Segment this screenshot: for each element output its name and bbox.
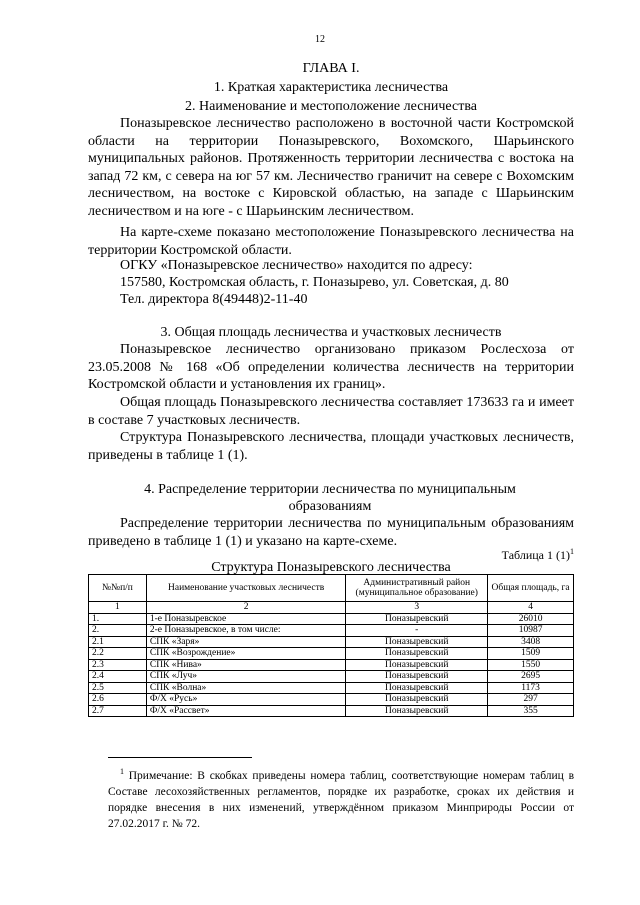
paragraph-text: Общая площадь Поназыревского лесничества составляет 173633 га и имеет в составе 7 участковых лесничеств. [88,395,574,428]
table-header-cell: Административный район (муниципальное образование) [346,575,488,602]
footnote-mark: 1 [120,767,124,776]
structure-table [88,574,574,717]
table-header-row [89,575,574,602]
paragraph-text: Поназыревское лесничество расположено в восточной части Костромской области на территории Поназыревского, Вохомского, Шарьинского муниципальных районов. Протяженность территории лесничества с востока на запад 72 км, с севера на юг 57 км. Лесничество граничит на севере с Вохомским лесничеством, на востоке с Кировской областью, на западе с Шарьинским лесничеством и на юге - с Шарьинским лесничеством. [88,116,574,219]
table-cell: 2.6 [89,694,147,706]
table-cell: Поназыревский [346,705,488,717]
paragraph-map [88,224,574,259]
table-column-numbers-row [89,602,574,614]
table-cell: - [346,625,488,637]
footnote-divider [108,757,252,758]
paragraph-text: Распределение территории лесничества по муниципальным образованиям приведено в таблице 1 (1) и указано на карте-схеме. [88,516,574,549]
table-cell: 3 [346,602,488,614]
table-cell: 3408 [488,636,574,648]
table-cell: Поназыревский [346,613,488,625]
paragraph-address [88,274,574,292]
table-row [89,625,574,637]
table-cell: 2 [146,602,346,614]
table-cell: 2-е Поназыревское, в том числе: [146,625,346,637]
table-cell: 26010 [488,613,574,625]
paragraph-area [88,394,574,429]
table-cell: 1 [89,602,147,614]
table-cell: Поназыревский [346,636,488,648]
footnote [108,764,574,832]
footnote-text: Примечание: В скобках приведены номера таблиц, соответствующие номерам таблиц в Составе лесохозяйственных регламентов, порядке их разработке, сроках их действия и порядке внесения в них изменений, утверждённом приказом Минприроды России от 27.02.2017 г. № 72. [108,769,574,830]
table-title: Структура Поназыревского лесничества [211,560,451,575]
table-cell: 297 [488,694,574,706]
table-cell: 1. [89,613,147,625]
section-heading-2: 2. Наименование и местоположение лесничества [185,99,477,114]
table-cell: Ф/Х «Русь» [146,694,346,706]
table-cell: 10987 [488,625,574,637]
table-row [89,682,574,694]
table-caption-footnote-mark: 1 [570,547,574,556]
paragraph-text: На карте-схеме показано местоположение Поназыревского лесничества на территории Костромской области. [88,225,574,258]
paragraph-distribution [88,515,574,550]
table-cell: Поназыревский [346,682,488,694]
paragraph-structure [88,429,574,464]
paragraph-text: ОГКУ «Поназыревское лесничество» находится по адресу: [120,258,473,273]
table-row [89,659,574,671]
paragraph-text: 157580, Костромская область, г. Поназырево, ул. Советская, д. 80 [120,275,509,290]
table-cell: СПК «Нива» [146,659,346,671]
table-cell: 1509 [488,648,574,660]
table-cell: Поназыревский [346,648,488,660]
table-cell: 2.3 [89,659,147,671]
table-cell: 2695 [488,671,574,683]
table-row [89,648,574,660]
chapter-title: ГЛАВА I. [302,61,360,76]
table-cell: Поназыревский [346,694,488,706]
table-row [89,705,574,717]
table-cell: 1173 [488,682,574,694]
table-cell: 1-е Поназыревское [146,613,346,625]
paragraph-text: Тел. директора 8(49448)2-11-40 [120,292,308,307]
table-row [89,613,574,625]
table-cell: 2.5 [89,682,147,694]
table-cell: 355 [488,705,574,717]
section-heading-4: 4. Распределение территории лесничества по муниципальным образованиям [144,482,516,514]
table-header-cell: Общая площадь, га [488,575,574,602]
table-cell: 2.1 [89,636,147,648]
table-cell: СПК «Волна» [146,682,346,694]
section-heading-3: 3. Общая площадь лесничества и участковых лесничеств [160,325,502,340]
table-cell: СПК «Луч» [146,671,346,683]
paragraph-order [88,341,574,394]
paragraph-location [88,115,574,221]
table-cell: Поназыревский [346,659,488,671]
table-cell: СПК «Возрождение» [146,648,346,660]
paragraph-text: Поназыревское лесничество организовано приказом Рослесхоза от 23.05.2008 № 168 «Об определении количества лесничеств на территории Костромской области и установления их границ». [88,342,574,393]
paragraph-phone [88,291,574,309]
paragraph-text: Структура Поназыревского лесничества, площади участковых лесничеств, приведены в таблице 1 (1). [88,430,574,463]
page-number: 12 [315,34,325,45]
table-row [89,636,574,648]
table-cell: 2.2 [89,648,147,660]
table-cell: 2.4 [89,671,147,683]
table-cell: Ф/Х «Рассвет» [146,705,346,717]
section-heading-1: 1. Краткая характеристика лесничества [213,80,449,95]
table-header-cell: Наименование участковых лесничеств [146,575,346,602]
table-cell: 2.7 [89,705,147,717]
table-header-cell: №№п/п [89,575,147,602]
table-row [89,671,574,683]
table-cell: СПК «Заря» [146,636,346,648]
table-cell: 1550 [488,659,574,671]
table-caption-text: Таблица 1 (1) [501,548,570,562]
table-row [89,694,574,706]
table-cell: 4 [488,602,574,614]
table-cell: 2. [89,625,147,637]
table-cell: Поназыревский [346,671,488,683]
paragraph-address-intro [88,257,574,275]
